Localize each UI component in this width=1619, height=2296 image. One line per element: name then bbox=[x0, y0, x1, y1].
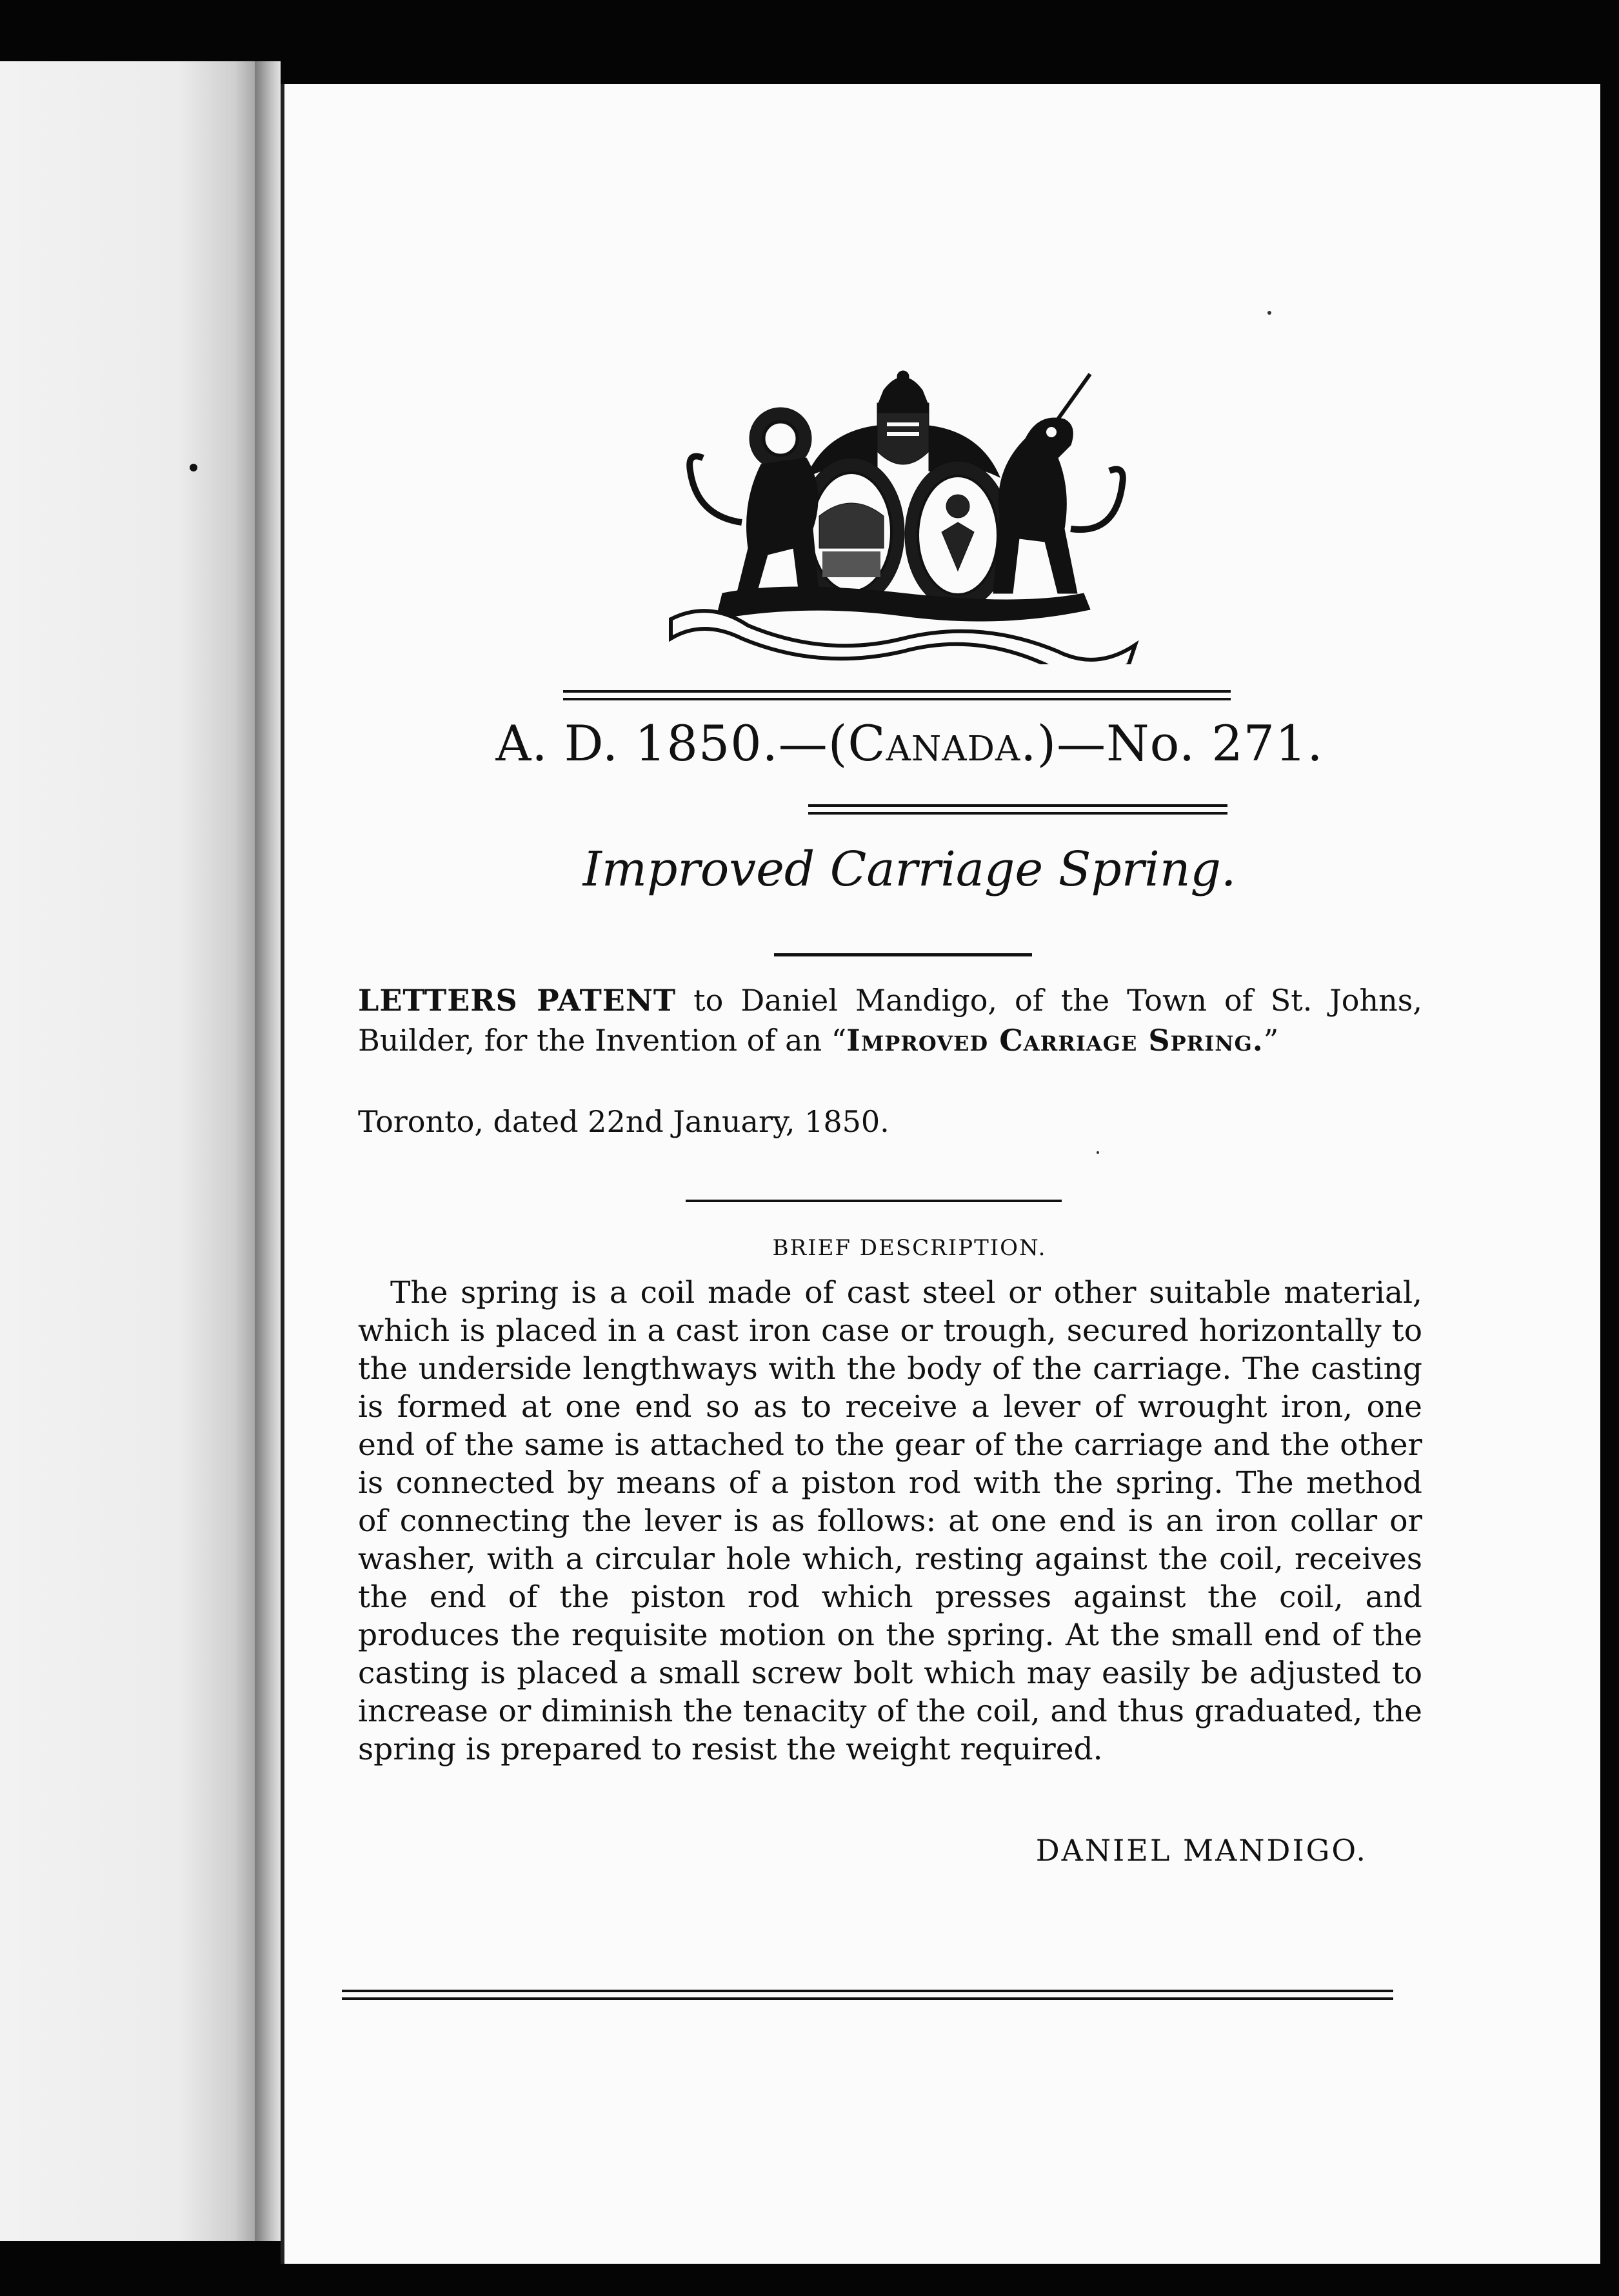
ink-speck bbox=[1097, 1151, 1099, 1154]
letters-patent-lead: LETTERS PATENT bbox=[358, 983, 677, 1018]
double-rule bbox=[563, 690, 1231, 693]
signature: DANIEL MANDIGO. bbox=[1035, 1833, 1367, 1868]
invention-name: Improved Carriage Spring. bbox=[846, 1023, 1264, 1058]
patent-heading bbox=[490, 715, 1329, 772]
ink-speck bbox=[1267, 311, 1271, 315]
dated-line: Toronto, dated 22nd January, 1850. bbox=[358, 1104, 889, 1139]
book-gutter bbox=[255, 61, 281, 2241]
left-page-edge bbox=[0, 61, 255, 2241]
double-rule bbox=[342, 1990, 1393, 1992]
heading-suffix: )—No. 271. bbox=[1037, 715, 1324, 772]
patent-title: Improved Carriage Spring. bbox=[582, 842, 1237, 897]
short-rule bbox=[686, 1200, 1062, 1202]
short-rule bbox=[774, 953, 1032, 956]
double-rule bbox=[808, 804, 1227, 807]
ink-speck bbox=[190, 464, 197, 471]
letters-patent-paragraph bbox=[358, 980, 1422, 1060]
letters-patent-text: to Daniel Mandigo, of the Town of St. Johns, Builder, for the Invention of an “ bbox=[358, 983, 1422, 1058]
description-paragraph: The spring is a coil made of cast steel or other suitable material, which is placed in a cast iron case or trough, secured horizontally to the underside lengthways with the body of the carriage. The casting is formed at one end so as to receive a lever of wrought iron, one end of the same is attached to the gear of the carriage and the other is connected by means of a piston rod with the spring. The method of connecting the lever is as follows: at one end is an iron collar or washer, with a circular hole which, resting against the coil, receives the end of the piston rod which presses against the coil, and produces the requisite motion on the spring. At the small end of the casting is placed a small screw bolt which may easily be adjusted to increase or diminish the tenacity of the coil, and thus graduated, the spring is prepared to resist the weight required. bbox=[358, 1275, 1422, 1767]
brief-description-heading: BRIEF DESCRIPTION. bbox=[772, 1235, 1047, 1261]
letters-patent-close: ” bbox=[1263, 1023, 1279, 1058]
heading-prefix: A. D. 1850.—( bbox=[495, 715, 848, 772]
coat-of-arms-icon bbox=[664, 368, 1142, 664]
heading-country: Canada. bbox=[848, 715, 1037, 772]
